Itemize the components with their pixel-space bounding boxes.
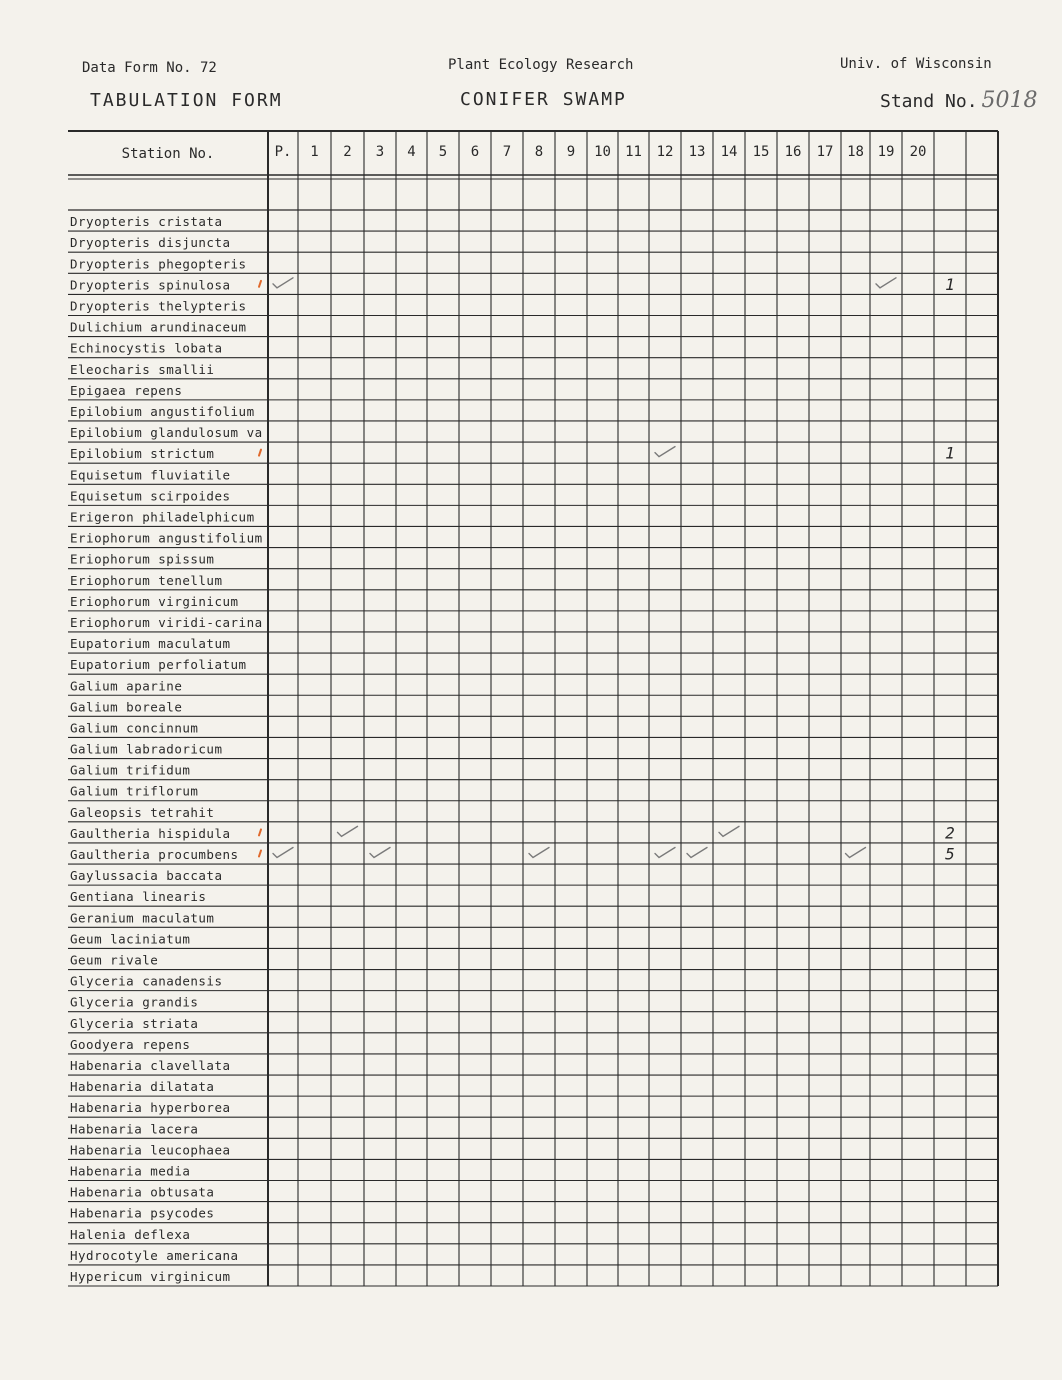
species-name: Dryopteris thelypteris <box>70 298 247 314</box>
check-mark <box>273 847 293 857</box>
row-total: 2 <box>945 823 955 843</box>
species-name: Habenaria hyperborea <box>70 1100 231 1116</box>
column-header: 20 <box>909 144 927 160</box>
check-mark <box>719 826 739 836</box>
check-mark <box>370 847 390 857</box>
species-name: Erigeron philadelphicum <box>70 509 255 525</box>
community-title: CONIFER SWAMP <box>460 89 627 110</box>
species-name: Halenia deflexa <box>70 1226 191 1242</box>
species-name: Epilobium strictum <box>70 446 215 462</box>
species-name: Hypericum virginicum <box>70 1269 231 1284</box>
species-name: Gentiana linearis <box>70 889 207 905</box>
species-name: Habenaria leucophaea <box>70 1142 231 1158</box>
column-header: P. <box>274 144 292 160</box>
check-mark <box>876 278 896 288</box>
species-name: Dryopteris phegopteris <box>70 256 247 272</box>
column-header: 1 <box>310 144 319 160</box>
species-name: Gaultheria hispidula <box>70 825 231 841</box>
column-header: 15 <box>752 144 770 160</box>
species-name: Dryopteris cristata <box>70 214 223 230</box>
column-header: 2 <box>343 144 352 160</box>
species-name: Habenaria psycodes <box>70 1205 215 1221</box>
species-name: Glyceria grandis <box>70 994 199 1010</box>
column-header: 4 <box>407 144 416 160</box>
column-header: 13 <box>688 144 706 160</box>
species-name: Glyceria canadensis <box>70 973 223 989</box>
species-name: Echinocystis lobata <box>70 340 223 356</box>
species-name: Galium boreale <box>70 699 183 715</box>
column-header: 16 <box>784 144 802 160</box>
tick-mark <box>259 450 261 456</box>
species-name: Equisetum scirpoides <box>70 488 231 504</box>
species-name: Gaultheria procumbens <box>70 847 239 863</box>
species-name: Geranium maculatum <box>70 910 215 926</box>
column-header: 8 <box>534 144 544 160</box>
species-name: Habenaria lacera <box>70 1121 199 1137</box>
check-mark <box>687 847 707 857</box>
check-mark <box>338 826 358 836</box>
species-name: Habenaria media <box>70 1163 191 1179</box>
row-total: 5 <box>945 844 955 864</box>
form-number: Data Form No. 72 <box>82 60 217 76</box>
check-mark <box>529 847 549 857</box>
research-label: Plant Ecology Research <box>448 57 634 73</box>
species-name: Goodyera repens <box>70 1036 191 1052</box>
university-label: Univ. of Wisconsin <box>840 56 992 72</box>
species-name: Habenaria obtusata <box>70 1184 215 1200</box>
row-total: 1 <box>945 274 955 294</box>
tick-mark <box>259 829 261 835</box>
species-name: Galium aparine <box>70 678 183 694</box>
species-name: Eriophorum virginicum <box>70 593 239 609</box>
column-header: 11 <box>625 144 642 160</box>
column-header: 19 <box>877 144 895 160</box>
column-header: 3 <box>375 144 385 160</box>
species-name: Galium labradoricum <box>70 741 223 757</box>
species-name: Hydrocotyle americana <box>70 1247 239 1263</box>
column-header: 7 <box>502 144 512 160</box>
species-name: Geum rivale <box>70 952 159 968</box>
species-name: Epilobium glandulosum va <box>70 425 263 441</box>
tick-mark <box>259 281 261 287</box>
check-mark <box>655 447 675 457</box>
check-mark <box>655 847 675 857</box>
species-name: Epigaea repens <box>70 382 183 398</box>
species-name: Habenaria dilatata <box>70 1079 215 1095</box>
check-mark <box>846 847 866 857</box>
species-name: Eriophorum angustifolium <box>70 530 263 546</box>
species-name: Habenaria clavellata <box>70 1058 231 1074</box>
station-header: Station No. <box>121 146 215 162</box>
species-name: Eupatorium maculatum <box>70 636 231 652</box>
species-name: Geum laciniatum <box>70 931 191 947</box>
species-name: Dryopteris spinulosa <box>70 277 231 293</box>
column-header: 10 <box>594 144 611 160</box>
column-header: 14 <box>720 144 738 160</box>
column-header: 17 <box>816 144 834 160</box>
column-header: 18 <box>847 144 864 160</box>
species-name: Eriophorum tenellum <box>70 572 223 588</box>
species-name: Eupatorium perfoliatum <box>70 657 247 673</box>
stand-label: Stand No. <box>880 91 978 112</box>
check-mark <box>273 278 293 288</box>
column-header: 5 <box>438 144 448 160</box>
column-header: 6 <box>470 144 480 160</box>
column-header: 12 <box>656 144 674 160</box>
species-name: Eleocharis smallii <box>70 361 215 377</box>
column-header: 9 <box>566 144 576 160</box>
species-name: Galium concinnum <box>70 720 199 736</box>
species-name: Dulichium arundinaceum <box>70 319 247 335</box>
row-total: 1 <box>945 443 955 463</box>
species-name: Gaylussacia baccata <box>70 868 223 884</box>
species-name: Galeopsis tetrahit <box>70 804 215 820</box>
species-name: Galium trifidum <box>70 762 191 778</box>
species-name: Eriophorum spissum <box>70 551 215 567</box>
species-name: Equisetum fluviatile <box>70 467 231 483</box>
species-name: Dryopteris disjuncta <box>70 235 231 251</box>
stand-value: 5018 <box>981 88 1038 113</box>
species-name: Eriophorum viridi-carina <box>70 614 263 630</box>
species-name: Galium triflorum <box>70 783 199 799</box>
species-name: Glyceria striata <box>70 1015 199 1031</box>
form-title: TABULATION FORM <box>90 90 283 111</box>
tick-mark <box>259 850 261 856</box>
species-name: Epilobium angustifolium <box>70 403 255 419</box>
